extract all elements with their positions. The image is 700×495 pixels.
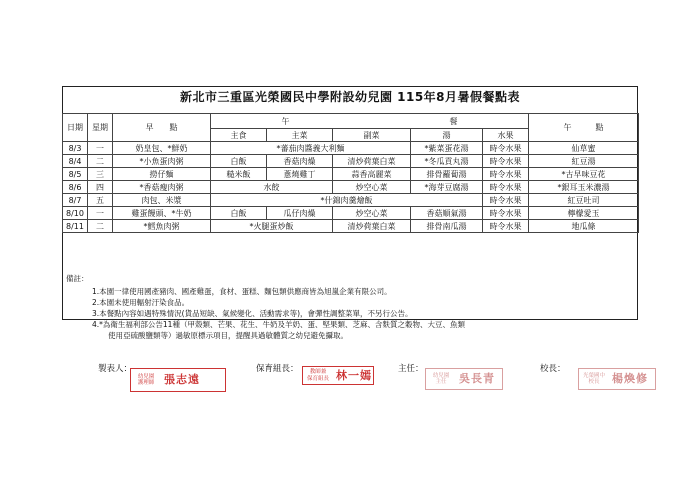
table-row bbox=[63, 181, 639, 194]
cell-afternoon: 檸檬愛玉 bbox=[529, 207, 639, 220]
cell-main: 蔥燒雞丁 bbox=[267, 168, 333, 181]
cell-date: 8/11 bbox=[63, 220, 88, 233]
director-stamp-title: 幼兒園 主任 bbox=[432, 372, 450, 385]
cell-side: 炒空心菜 bbox=[333, 181, 411, 194]
header-date: 日期 bbox=[63, 114, 88, 142]
cell-day: 四 bbox=[88, 181, 113, 194]
cell-fruit: 時令水果 bbox=[483, 181, 529, 194]
cell-soup: *海芽豆腐湯 bbox=[411, 181, 483, 194]
header-staple: 主食 bbox=[211, 129, 267, 142]
cell-soup: 香菇順氣湯 bbox=[411, 207, 483, 220]
cell-morning: 雞蛋饅頭、*牛奶 bbox=[113, 207, 211, 220]
table-row bbox=[63, 194, 639, 207]
note-line: 4.*為衛生福利部公告11種（甲殼類、芒果、花生、牛奶及羊奶、蛋、堅果類、芝麻、含麩質之穀物、大豆、魚類 bbox=[92, 320, 465, 329]
cell-day: 一 bbox=[88, 142, 113, 155]
page-title: 新北市三重區光榮國民中學附設幼兒園 115年8月暑假餐點表 bbox=[179, 90, 521, 104]
cell-staple: 白飯 bbox=[211, 207, 267, 220]
header-soup: 湯 bbox=[411, 129, 483, 142]
cell-afternoon: *銀耳玉米濃湯 bbox=[529, 181, 639, 194]
cell-afternoon: 仙草蜜 bbox=[529, 142, 639, 155]
cell-date: 8/4 bbox=[63, 155, 88, 168]
note-line: 1.本園一律使用國產豬肉、國產雞蛋，食材、蛋糕、麵包類供應商皆為旭嵐企業有限公司。 bbox=[92, 287, 392, 296]
cell-lunch: *什錦肉羹燴飯 bbox=[211, 194, 483, 207]
cell-day: 三 bbox=[88, 168, 113, 181]
cell-date: 8/7 bbox=[63, 194, 88, 207]
table-row bbox=[63, 155, 639, 168]
cell-soup: *冬瓜貢丸湯 bbox=[411, 155, 483, 168]
cell-afternoon: 地瓜條 bbox=[529, 220, 639, 233]
note-line: 使用亞硫酸鹽類等）過敏原標示項目，提醒具過敏體質之幼兒避免攝取。 bbox=[108, 331, 348, 340]
cell-date: 8/6 bbox=[63, 181, 88, 194]
cell-day: 二 bbox=[88, 155, 113, 168]
cell-morning: *小魚蛋肉粥 bbox=[113, 155, 211, 168]
care-stamp-title: 教師兼 保育組長 bbox=[306, 369, 329, 382]
cell-afternoon: *古早味豆花 bbox=[529, 168, 639, 181]
cell-morning: 撈仔麵 bbox=[113, 168, 211, 181]
director-stamp bbox=[425, 368, 503, 390]
maker-stamp bbox=[130, 368, 226, 392]
menu-table bbox=[62, 113, 639, 233]
note-line: 2.本園未使用輻射汙染食品。 bbox=[92, 298, 190, 307]
cell-date: 8/3 bbox=[63, 142, 88, 155]
cell-lunch-main: *火腿蛋炒飯 bbox=[211, 220, 333, 233]
cell-staple: 糙米飯 bbox=[211, 168, 267, 181]
principal-stamp-title: 光榮國中 校長 bbox=[582, 372, 605, 385]
header-side: 副菜 bbox=[333, 129, 411, 142]
cell-fruit: 時令水果 bbox=[483, 194, 529, 207]
cell-fruit: 時令水果 bbox=[483, 207, 529, 220]
cell-fruit: 時令水果 bbox=[483, 220, 529, 233]
header-row-1 bbox=[63, 114, 639, 129]
table-row bbox=[63, 142, 639, 155]
header-weekday: 星期 bbox=[88, 114, 113, 142]
header-main: 主菜 bbox=[267, 129, 333, 142]
cell-main: 香菇肉燥 bbox=[267, 155, 333, 168]
table-row bbox=[63, 207, 639, 220]
cell-afternoon: 紅豆吐司 bbox=[529, 194, 639, 207]
maker-stamp-name: 張志遠 bbox=[164, 373, 200, 386]
cell-lunch-main: 水餃 bbox=[211, 181, 333, 194]
cell-soup: *紫菜蛋花湯 bbox=[411, 142, 483, 155]
cell-lunch: *蕃茄肉醬義大利麵 bbox=[211, 142, 411, 155]
cell-morning: *香菇瘦肉粥 bbox=[113, 181, 211, 194]
maker-stamp-title: 幼兒園 護理師 bbox=[137, 373, 155, 386]
header-morning: 早 點 bbox=[113, 114, 211, 142]
principal-stamp-name: 楊煥修 bbox=[612, 372, 648, 385]
header-fruit: 水果 bbox=[483, 129, 529, 142]
cell-side: 清炒荷葉白菜 bbox=[333, 220, 411, 233]
director-label: 主任： bbox=[398, 364, 424, 374]
cell-fruit: 時令水果 bbox=[483, 142, 529, 155]
cell-main: 瓜仔肉燥 bbox=[267, 207, 333, 220]
cell-morning: 奶皇包、*鮮奶 bbox=[113, 142, 211, 155]
cell-side: 清炒荷葉白菜 bbox=[333, 155, 411, 168]
care-stamp bbox=[302, 366, 374, 385]
note-line: 3.本餐點內容如遇特殊情況(貨品短缺、氣候變化、活動需求等)，會彈性調整菜單，不另行公告。 bbox=[92, 309, 413, 318]
cell-morning: 肉包、米漿 bbox=[113, 194, 211, 207]
header-afternoon: 午 點 bbox=[529, 114, 639, 142]
care-label: 保育組長： bbox=[256, 364, 299, 374]
cell-side: 炒空心菜 bbox=[333, 207, 411, 220]
notes bbox=[66, 273, 626, 341]
maker-label: 製表人： bbox=[98, 364, 133, 374]
table-row bbox=[63, 220, 639, 233]
cell-date: 8/10 bbox=[63, 207, 88, 220]
cell-morning: *鱈魚肉粥 bbox=[113, 220, 211, 233]
cell-day: 五 bbox=[88, 194, 113, 207]
cell-day: 二 bbox=[88, 220, 113, 233]
header-lunch: 午 餐 bbox=[211, 114, 529, 129]
cell-fruit: 時令水果 bbox=[483, 155, 529, 168]
principal-label: 校長： bbox=[540, 364, 566, 374]
cell-afternoon: 紅豆湯 bbox=[529, 155, 639, 168]
care-stamp-name: 林一嫣 bbox=[336, 368, 372, 382]
principal-stamp bbox=[578, 368, 656, 390]
cell-soup: 排骨蘿蔔湯 bbox=[411, 168, 483, 181]
notes-heading: 備註： bbox=[66, 274, 89, 283]
cell-day: 一 bbox=[88, 207, 113, 220]
director-stamp-name: 吳長青 bbox=[459, 372, 495, 385]
cell-date: 8/5 bbox=[63, 168, 88, 181]
table-row bbox=[63, 168, 639, 181]
cell-fruit: 時令水果 bbox=[483, 168, 529, 181]
cell-staple: 白飯 bbox=[211, 155, 267, 168]
cell-side: 蒜香高麗菜 bbox=[333, 168, 411, 181]
cell-soup: 排骨南瓜湯 bbox=[411, 220, 483, 233]
